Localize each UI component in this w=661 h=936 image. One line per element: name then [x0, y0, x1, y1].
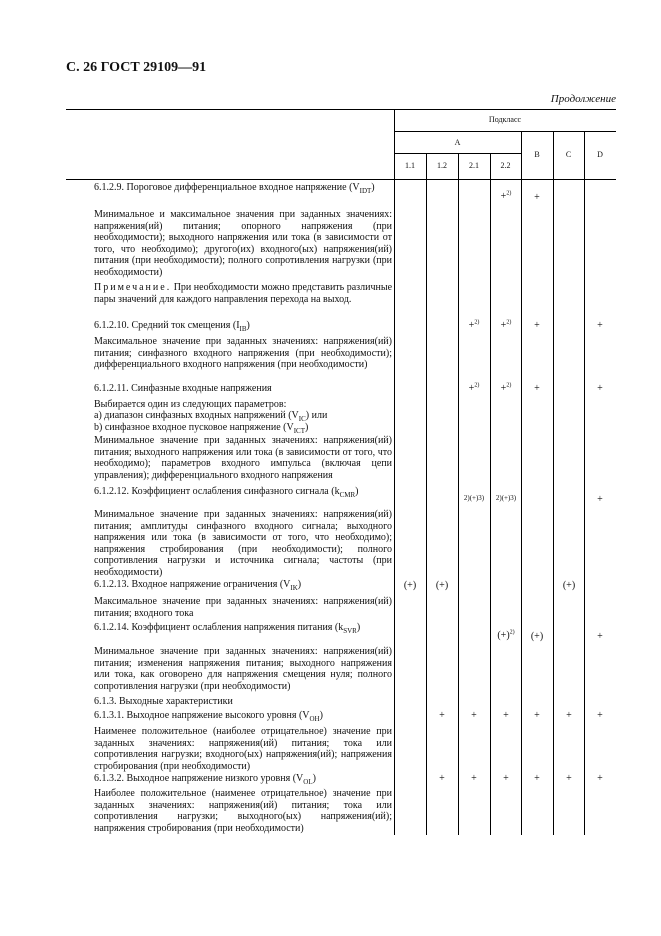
row-6-1-2-12-title: 6.1.2.12. Коэффициент ослабления синфазного сигнала $(k_{CMR})$	[94, 486, 359, 499]
row-6-1-2-11-title: 6.1.2.11. Синфазные входные напряжения	[94, 383, 272, 394]
col-2-2-header: 2.2	[500, 161, 511, 170]
mark-6-1-3-1-b: +	[534, 710, 540, 721]
top-rule	[66, 109, 616, 110]
col-b-header: B	[534, 150, 540, 159]
mark-6-1-2-10-d: +	[597, 320, 603, 331]
mark-6-1-2-12-d: +	[597, 494, 603, 505]
row-6-1-3-1-title: 6.1.3.1. Выходное напряжение высокого уровня $(V_{OH})$	[94, 710, 323, 723]
col-1-1-header: 1.1	[405, 161, 415, 170]
mark-6-1-2-13-c: (+)	[562, 580, 576, 591]
mark-6-1-2-9-2-2: +$^{2)}$	[500, 190, 512, 202]
row-6-1-2-13-title: 6.1.2.13. Входное напряжение ограничения $(V_{IK})$	[94, 579, 302, 592]
mark-6-1-2-10-b: +	[534, 320, 540, 331]
row-6-1-2-10-title: 6.1.2.10. Средний ток смещения $(I_{IB})$	[94, 320, 250, 333]
mark-6-1-3-1-2-2: +	[503, 710, 509, 721]
row-6-1-2-11-item-a: а) диапазон синфазных входных напряжений $(V_{IC})$ или	[94, 410, 328, 423]
row-6-1-3-1-body: Наименее положительное (наиболее отрицательное) значение при заданных значениях: напряжения(ий) питания; тока или сопротивления нагрузки; входного(ых) напряжения(ий); напряжения стробирования (при необходимости)	[94, 726, 392, 772]
mark-6-1-2-12-2-1: 2)(+)3)	[463, 494, 485, 502]
mark-6-1-3-2-d: +	[597, 773, 603, 784]
row-6-1-2-13-body: Максимальное значение при заданных значениях: напряжения(ий) питания; входного тока	[94, 596, 392, 619]
mark-6-1-3-2-1-2: +	[439, 773, 445, 784]
col-d-header: D	[597, 150, 603, 159]
mark-6-1-2-13-1-1: (+)	[403, 580, 417, 591]
row-6-1-2-9-body: Минимальное и максимальное значения при заданных значениях: напряжения(ий) питания; опорного напряжения (при необходимости); выходного напряжения или тока (в зависимости от того, что необходимо); другого(их) входного(ых) напряжения(ий) питания (при необходимости); полного сопротивления нагрузки (при необходимости)	[94, 209, 392, 278]
mark-6-1-3-2-b: +	[534, 773, 540, 784]
mark-6-1-3-2-c: +	[566, 773, 572, 784]
mark-6-1-3-1-d: +	[597, 710, 603, 721]
mark-6-1-2-9-b: +	[534, 192, 540, 203]
row-6-1-3-title: 6.1.3. Выходные характеристики	[94, 696, 233, 707]
row-6-1-2-9-title: 6.1.2.9. Пороговое дифференциальное входное напряжение $(V_{IDT})$	[94, 182, 375, 195]
mark-6-1-3-1-c: +	[566, 710, 572, 721]
continuation-label: Продолжение	[550, 93, 616, 105]
mark-6-1-2-14-b: (+)	[530, 631, 544, 642]
page-header: С. 26 ГОСТ 29109—91	[66, 60, 207, 75]
mark-6-1-2-13-1-2: (+)	[435, 580, 449, 591]
mark-6-1-3-2-2-2: +	[503, 773, 509, 784]
mark-6-1-3-2-2-1: +	[471, 773, 477, 784]
mark-6-1-2-11-d: +	[597, 383, 603, 394]
row-6-1-2-14-title: 6.1.2.14. Коэффициент ослабления напряжения питания $(k_{SVR})$	[94, 622, 361, 635]
col-c-header: C	[565, 150, 572, 159]
mark-6-1-2-12-2-2: 2)(+)3)	[495, 494, 517, 502]
subclass-header: Подкласс	[488, 115, 522, 124]
row-6-1-2-9-note: Примечание. При необходимости можно представить различные пары значений для каждого направления перехода на выход.	[94, 282, 393, 305]
row-6-1-3-2-title: 6.1.3.2. Выходное напряжение низкого уровня $(V_{OL})$	[94, 773, 316, 786]
mark-6-1-2-11-2-1: +$^{2)}$	[468, 382, 480, 394]
group-a-header: A	[454, 138, 461, 147]
mark-6-1-2-14-2-2: $(+)^{2)}$	[497, 629, 515, 641]
row-6-1-2-11-body2: Минимальное значение при заданных значениях: напряжения(ий) питания; выходного напряжения или тока (в зависимости от того, что необходимо); параметров входного импульса (включая цепи управления); дифференциального входного напряжения	[94, 435, 392, 481]
row-6-1-2-14-body: Минимальное значение при заданных значениях: напряжения(ий) питания; изменения напряжения питания; выходного напряжения или тока, как оговорено для напряжения смещения нуля; полного сопротивления нагрузки (при необходимости)	[94, 646, 392, 692]
row-6-1-2-12-body: Минимальное значение при заданных значениях: напряжения(ий) питания; амплитуды синфазного входного сигнала; выходного напряжения или тока (в зависимости от того, что необходимо); напряжения стробирования (при необходимости); полного сопротивления нагрузки и источника сигнала; частоты (при необходимости)	[94, 509, 392, 578]
mark-6-1-2-14-d: +	[597, 631, 603, 642]
row-6-1-2-10-body: Максимальное значение при заданных значениях: напряжения(ий) питания; синфазного входного напряжения (при необходимости); дифференциального входного напряжения (при необходимости)	[94, 336, 392, 370]
col-1-2-header: 1.2	[437, 161, 447, 170]
col-2-1-header: 2.1	[469, 161, 479, 170]
row-6-1-2-11-body: Выбирается один из следующих параметров:	[94, 399, 287, 410]
mark-6-1-2-11-b: +	[534, 383, 540, 394]
mark-6-1-3-1-1-2: +	[439, 710, 445, 721]
mark-6-1-2-10-2-1: +$^{2)}$	[468, 319, 480, 331]
row-6-1-3-2-body: Наиболее положительное (наименее отрицательное) значение при заданных значениях: напряжения(ий) питания; тока или сопротивления нагрузки; выходного(ых) напряжения(ий); напряжения стробирования (при необходимости)	[94, 788, 392, 834]
mark-6-1-2-10-2-2: +$^{2)}$	[500, 319, 512, 331]
row-6-1-2-11-item-b: b) синфазное входное пусковое напряжение $(V_{ICT})$	[94, 422, 309, 435]
mark-6-1-2-11-2-2: +$^{2)}$	[500, 382, 512, 394]
mark-6-1-3-1-2-1: +	[471, 710, 477, 721]
